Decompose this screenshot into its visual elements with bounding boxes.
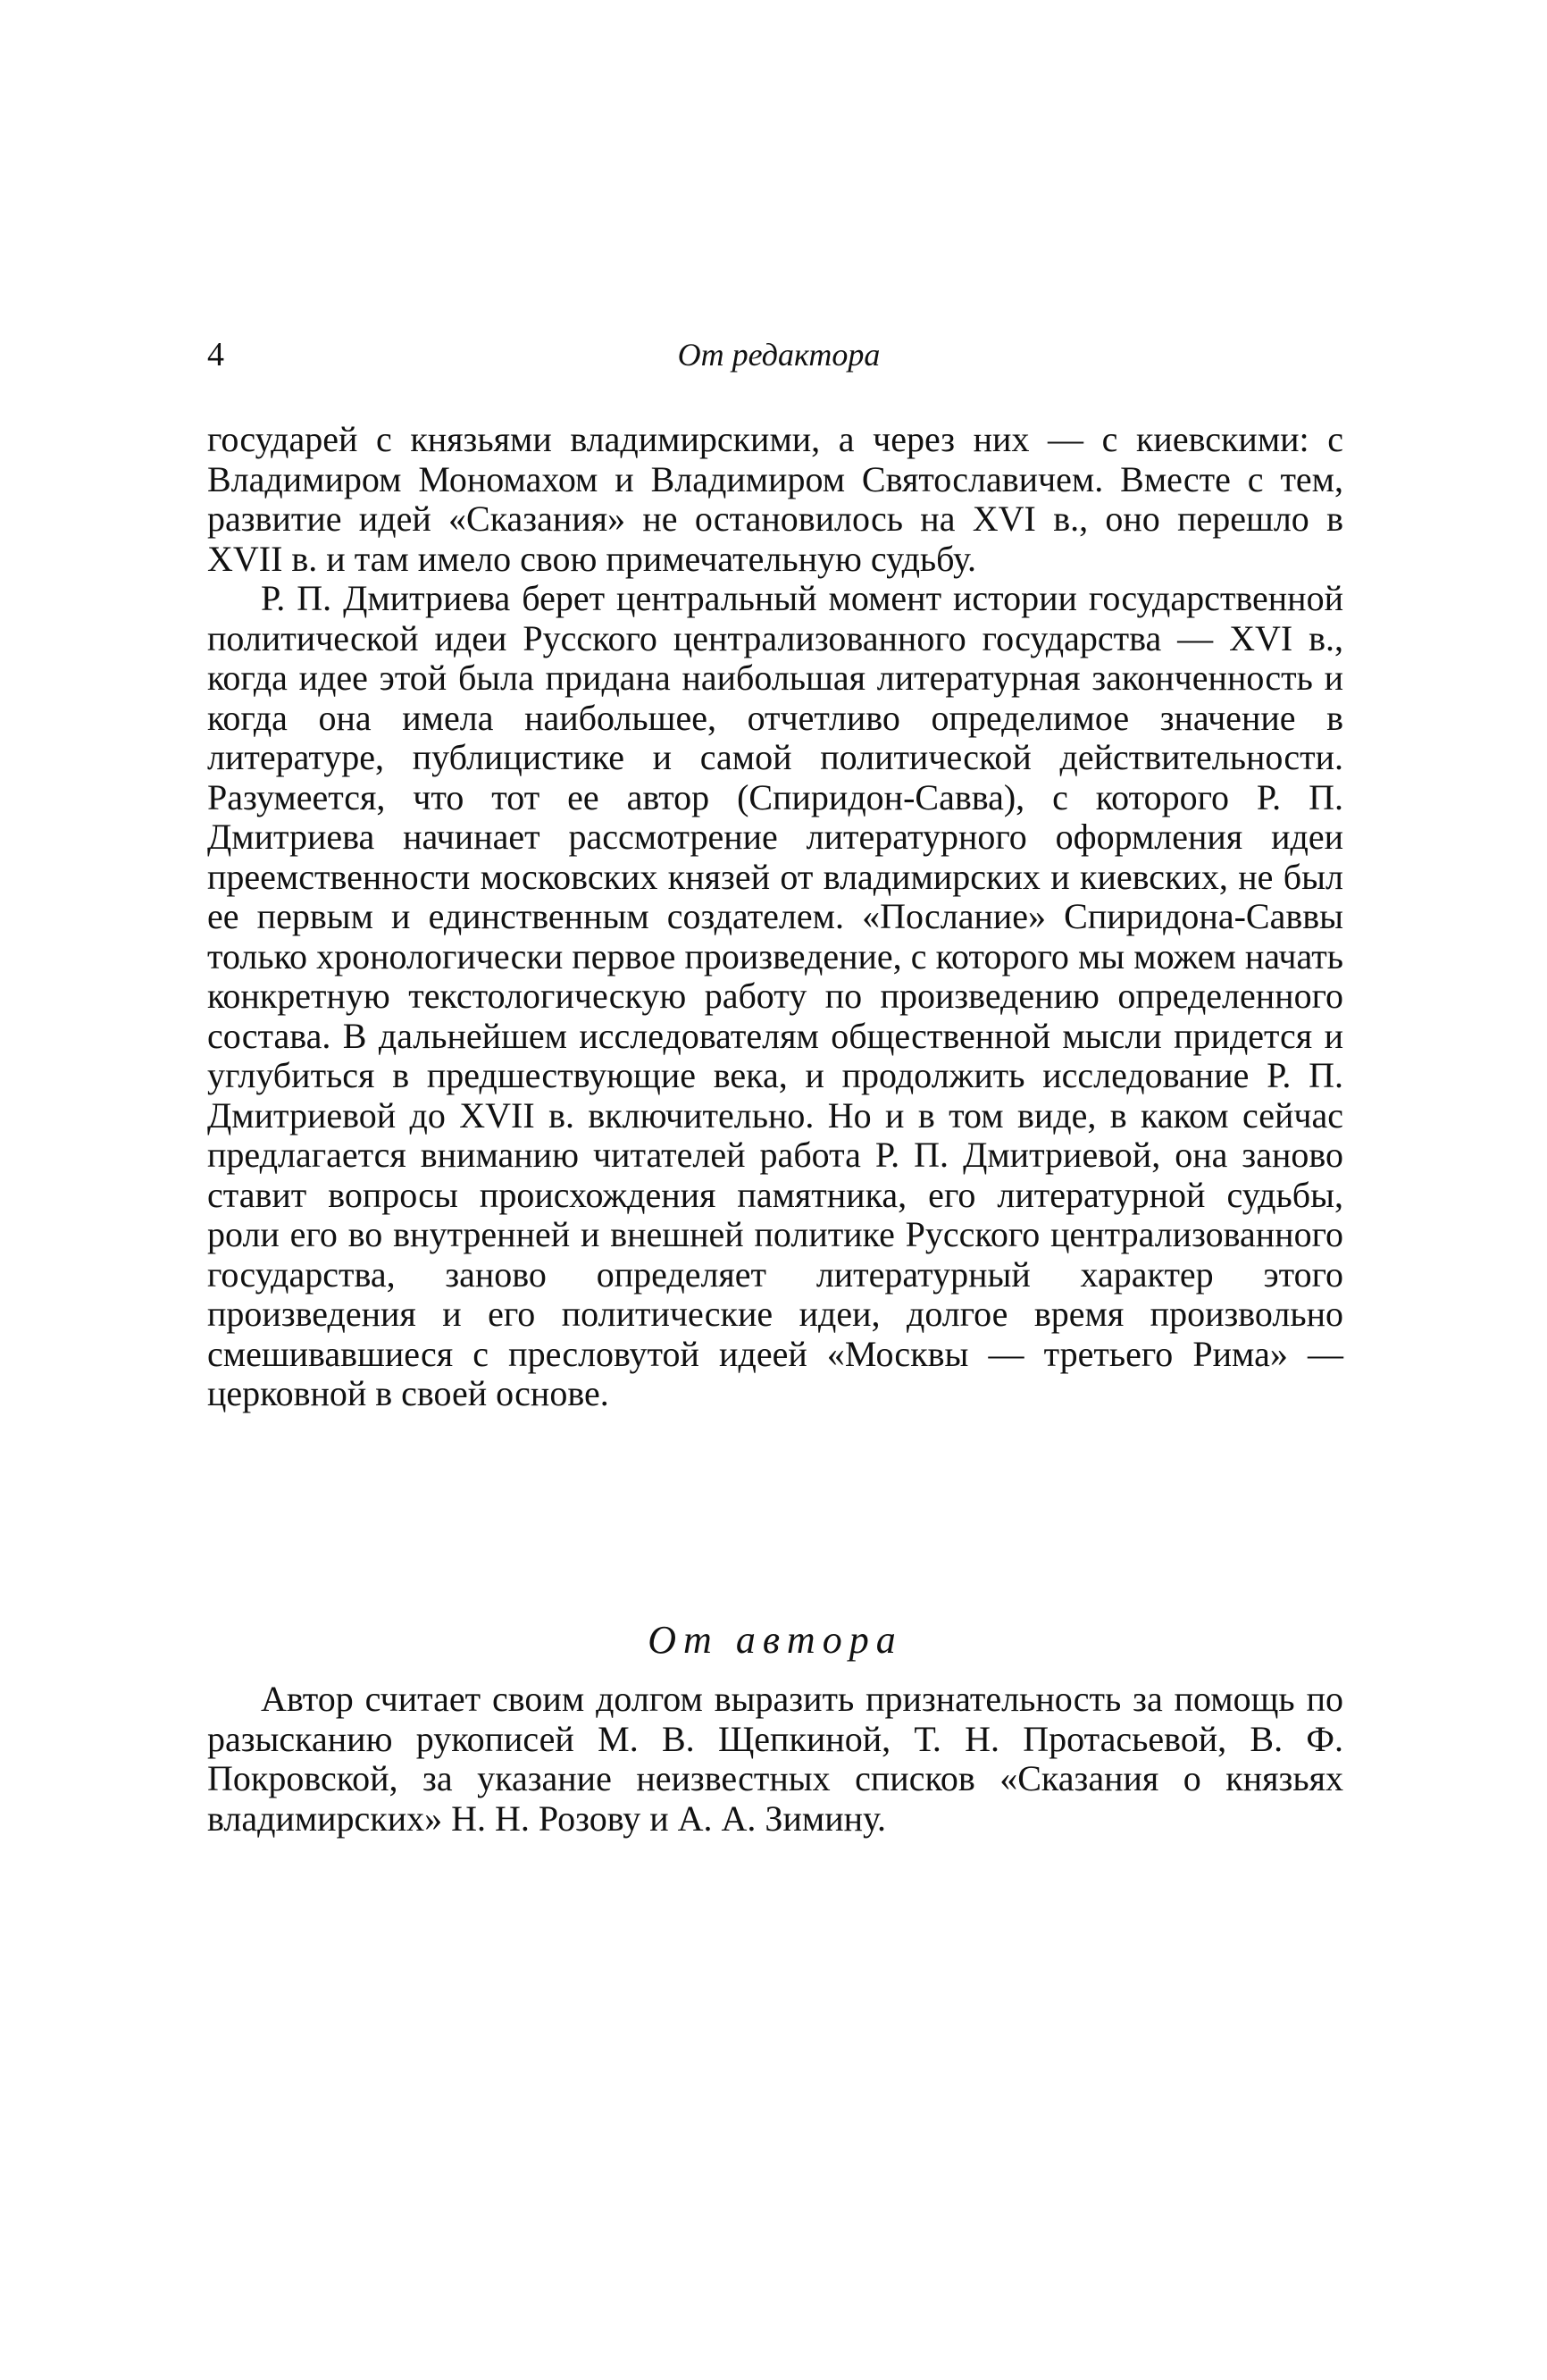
editor-paragraph: Р. П. Дмитриева берет центральный момент истории государственной политической идеи Русского централизованного государства — XVI в., когда идее этой была придана наибольшая литературная законченность и когда она имела наибольшее, отчетливо определимое значение в литературе, публицистике и самой политической действительности. Разумеется, что тот ее автор (Спиридон-Савва), с которого Р. П. Дмитриева начинает рассмотрение литературного оформления идеи преемственности московских князей от владимирских и киевских, не был ее первым и единственным создателем. «Послание» Спиридона-Саввы только хронологически первое произведение, с которого мы можем начать конкретную текстологическую работу по произведению определенного состава. В дальнейшем исследователям общественной мысли придется и углубиться в предшествующие века, и продолжить исследование Р. П. Дмитриевой до XVII в. включительно. Но и в том виде, в каком сейчас предлагается вниманию читателей работа Р. П. Дмитриевой, она заново ставит вопросы происхождения памятника, его литературной судьбы, роли его во внутренней и внешней политике Русского централизованного государства, заново определяет литературный характер этого произведения и его политические идеи, долгое время произвольно смешивавшиеся с пресловутой идеей «Москвы — третьего Рима» — церковной в своей основе. — [207, 578, 1343, 1413]
author-section-heading: От автора — [648, 1618, 903, 1662]
running-head — [207, 332, 1350, 377]
author-paragraph: Автор считает своим долгом выразить признательность за помощь по разысканию рукописей М. В. Щепкиной, Т. Н. Протасьевой, В. Ф. Покровской, за указание неизвестных списков «Сказания о князьях владимирских» Н. Н. Розову и А. А. Зимину. — [207, 1679, 1343, 1839]
page-number: 4 — [207, 336, 224, 373]
editor-paragraph-continued: государей с князьями владимирскими, а через них — с киевскими: с Владимиром Мономахом и Владимиром Святославичем. Вместе с тем, развитие идей «Сказания» не остановилось на XVI в., оно перешло в XVII в. и там имело свою примечательную судьбу. — [207, 419, 1343, 579]
running-title: От редактора — [677, 337, 881, 373]
author-section — [207, 1680, 1343, 1839]
editor-section — [207, 420, 1343, 1414]
